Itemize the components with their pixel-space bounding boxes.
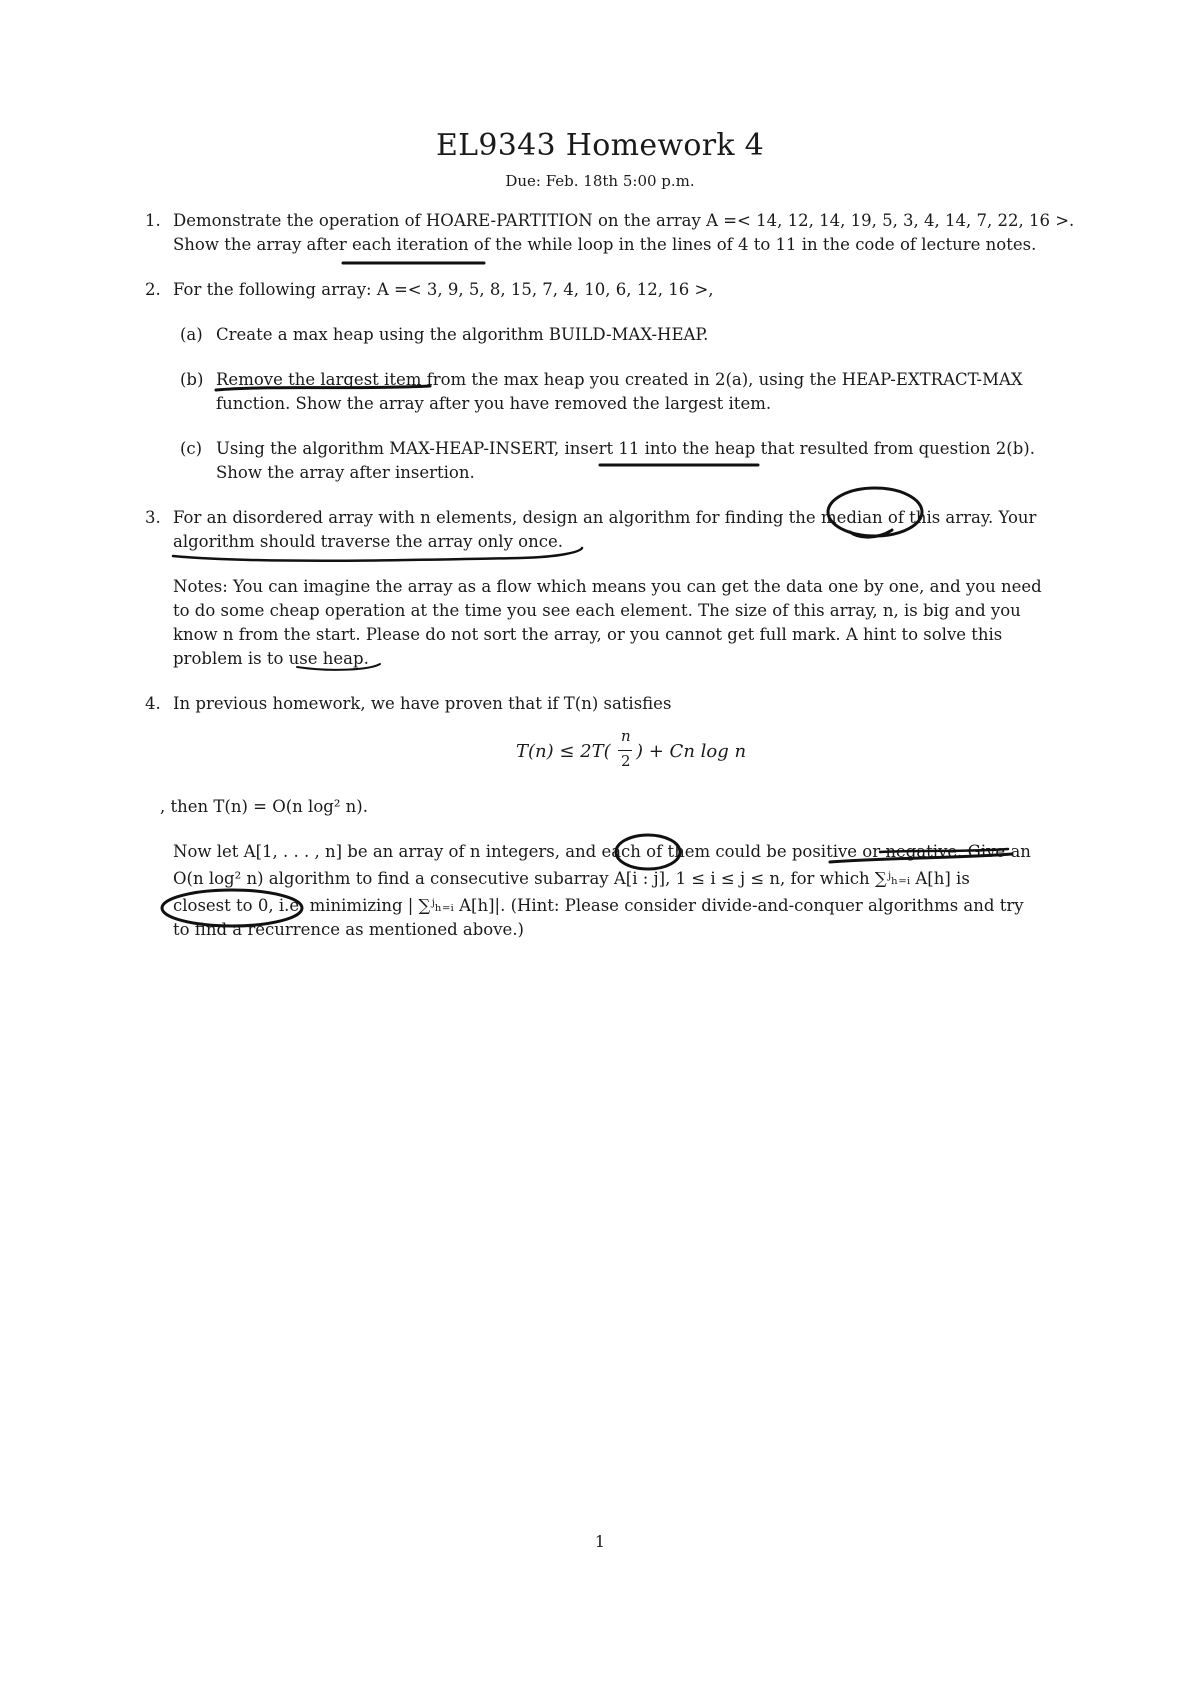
q3-notes-4: problem is to use heap. (173, 649, 369, 668)
q3-notes-2: to do some cheap operation at the time you see each element. The size of this array, n, is big and you (173, 601, 1021, 620)
q2b-label: (b) (180, 370, 204, 389)
q4-then: , then T(n) = O(n log² n). (160, 797, 368, 816)
q3-line-2: algorithm should traverse the array only once. (173, 532, 563, 551)
q4-paragraph-3: closest to 0, i.e. minimizing | ∑ʲₕ₌ᵢ A[h]|. (Hint: Please consider divide-and-conquer algorithms and try (173, 896, 1024, 915)
equation-fraction-bar (618, 750, 632, 751)
equation-right: ) + Cn log n (636, 741, 747, 762)
equation-fraction-denominator: 2 (621, 752, 631, 770)
q4-number: 4. (145, 694, 161, 713)
q2c-line-2: Show the array after insertion. (216, 463, 475, 482)
page-title: EL9343 Homework 4 (435, 128, 765, 163)
equation-left: T(n) ≤ 2T( (516, 741, 611, 762)
q2b-line-2: function. Show the array after you have removed the largest item. (216, 394, 772, 413)
equation-fraction-numerator: n (621, 727, 631, 745)
q1-line-1: Demonstrate the operation of HOARE-PARTITION on the array A =< 14, 12, 14, 19, 5, 3, 4, 14, 7, 22, 16 >. (173, 211, 1075, 230)
q4-paragraph-2: O(n log² n) algorithm to find a consecutive subarray A[i : j], 1 ≤ i ≤ j ≤ n, for which ∑ʲₕ₌ᵢ A[h] is (173, 869, 970, 888)
q4-paragraph-1: Now let A[1, . . . , n] be an array of n integers, and each of them could be positive or negative. Give an (173, 842, 1031, 861)
q2a-text: Create a max heap using the algorithm BUILD-MAX-HEAP. (216, 325, 709, 344)
median-circle-tail (850, 530, 892, 537)
q2a-label: (a) (180, 325, 203, 344)
q3-notes-1: Notes: You can imagine the array as a flow which means you can get the data one by one, and you need (173, 577, 1042, 596)
q1-line-2: Show the array after each iteration of the while loop in the lines of 4 to 11 in the code of lecture notes. (173, 235, 1037, 254)
q2b-line-1: Remove the largest item from the max heap you created in 2(a), using the HEAP-EXTRACT-MAX (216, 370, 1023, 389)
q2c-label: (c) (180, 439, 203, 458)
q3-notes-3: know n from the start. Please do not sort the array, or you cannot get full mark. A hint to solve this (173, 625, 1003, 644)
q4-paragraph-4: to find a recurrence as mentioned above.) (173, 920, 524, 939)
q2-intro: For the following array: A =< 3, 9, 5, 8, 15, 7, 4, 10, 6, 12, 16 >, (173, 280, 714, 299)
q1-number: 1. (145, 211, 161, 230)
due-date: Due: Feb. 18th 5:00 p.m. (505, 172, 695, 190)
page-number: 1 (594, 1532, 606, 1551)
q4-line-1: In previous homework, we have proven that if T(n) satisfies (173, 694, 672, 713)
q3-line-1: For an disordered array with n elements, design an algorithm for finding the median of this array. Your (173, 508, 1037, 527)
q3-number: 3. (145, 508, 161, 527)
q2c-line-1: Using the algorithm MAX-HEAP-INSERT, insert 11 into the heap that resulted from question 2(b). (216, 439, 1035, 458)
q2-number: 2. (145, 280, 161, 299)
